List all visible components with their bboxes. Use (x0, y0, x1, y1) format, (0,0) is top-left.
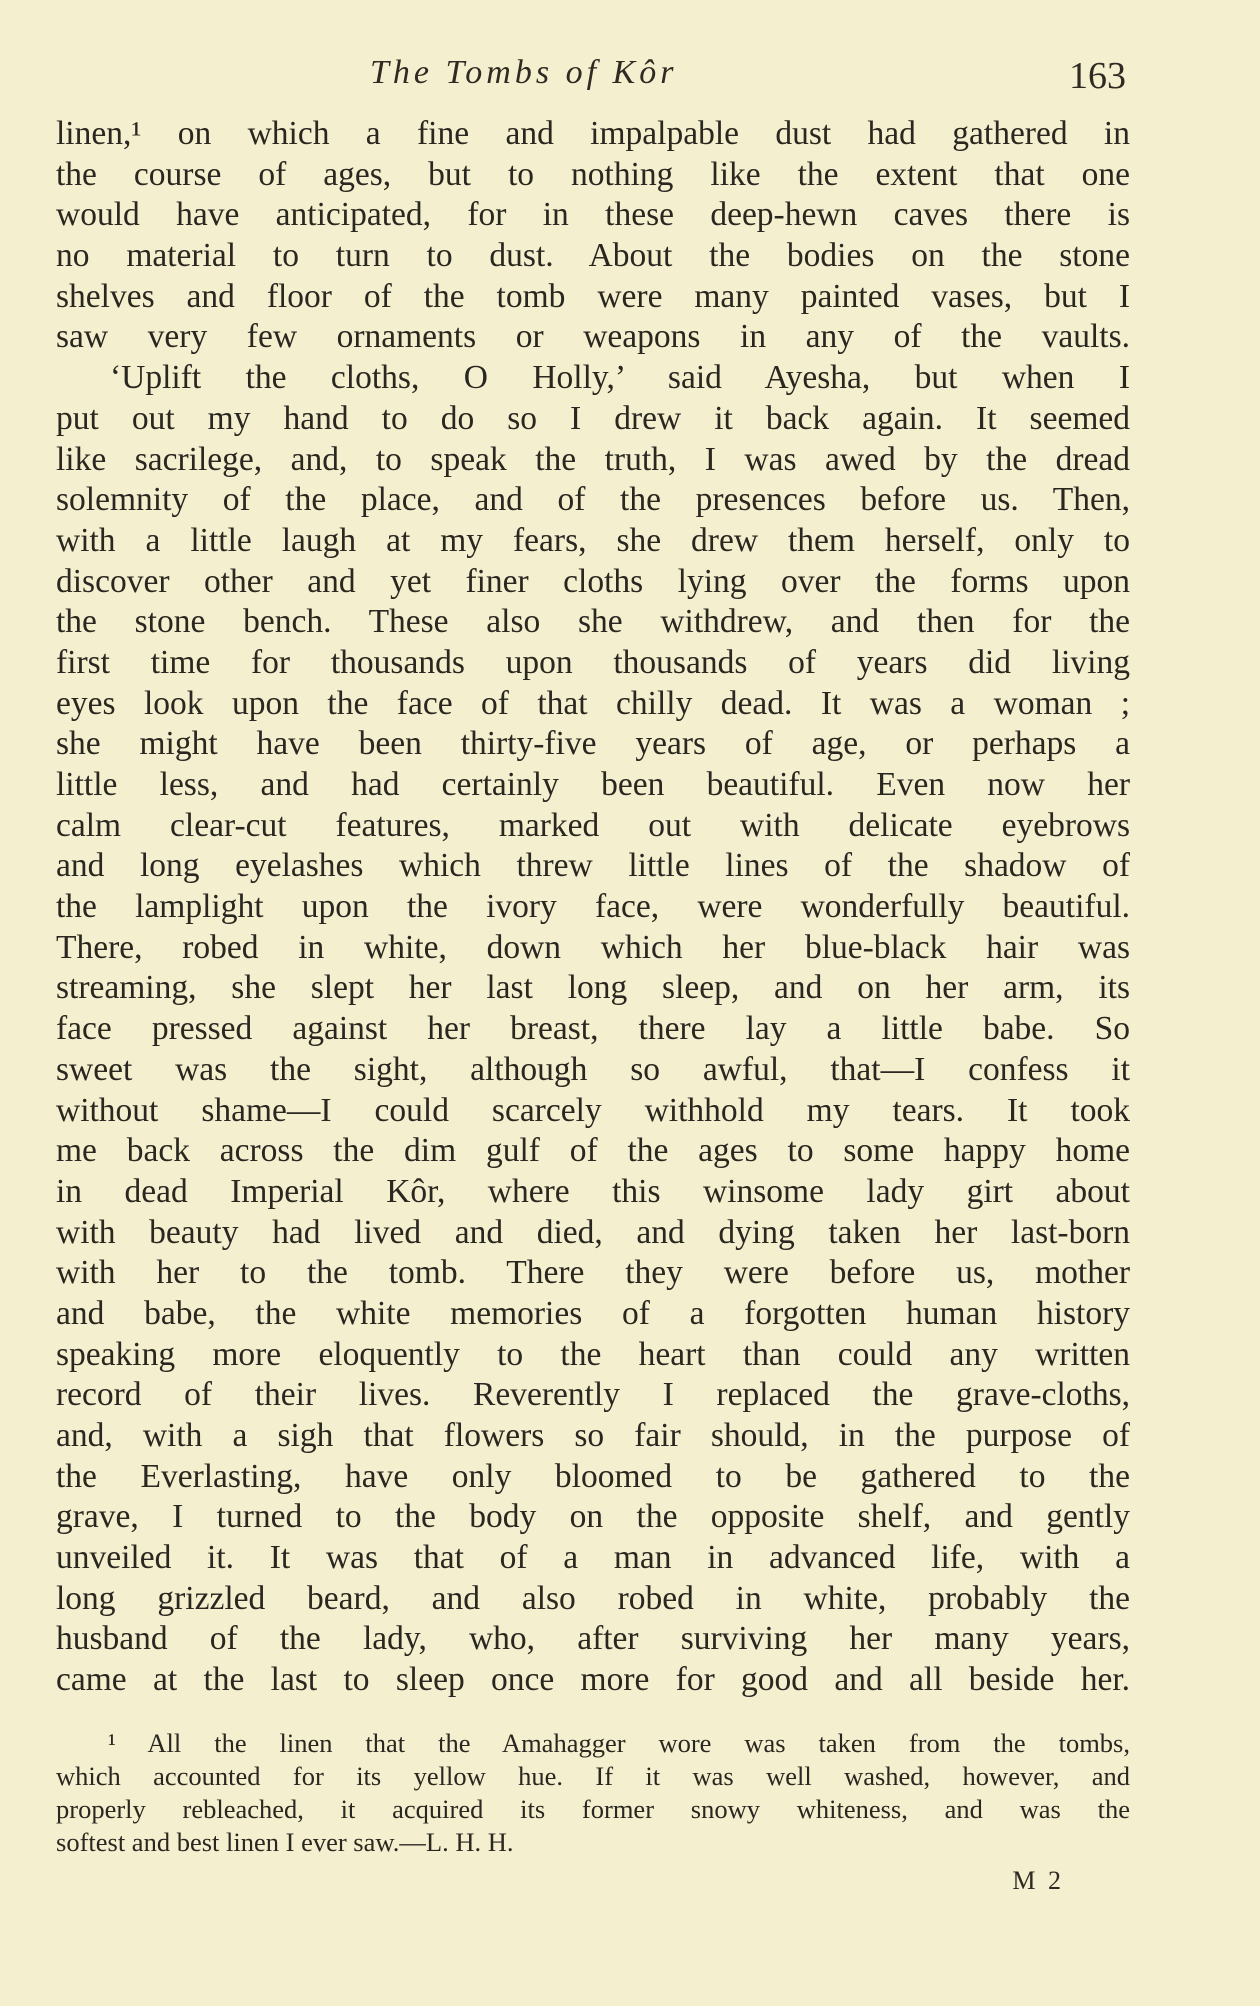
footnote-line: softest and best linen I ever saw.—L. H. H. (56, 1827, 514, 1857)
text-line: sweet was the sight, although so awful, that—I confess it (56, 1050, 1130, 1088)
running-head (56, 54, 1126, 104)
text-line: the Everlasting, have only bloomed to be gathered to the (56, 1457, 1130, 1495)
text-line: like sacrilege, and, to speak the truth, I was awed by the dread (56, 440, 1130, 478)
text-line: me back across the dim gulf of the ages to some happy home (56, 1132, 1130, 1170)
body-text (56, 114, 1130, 1701)
text-line: with beauty had lived and died, and dying taken her last-born (56, 1213, 1130, 1251)
text-line: face pressed against her breast, there lay a little babe. So (56, 1010, 1130, 1048)
text-line: linen,¹ on which a fine and impalpable dust had gathered in (56, 115, 1130, 152)
text-line: speaking more eloquently to the heart than could any written (56, 1335, 1130, 1373)
text-line: the stone bench. These also she withdrew, and then for the (56, 603, 1130, 641)
text-line: husband of the lady, who, after surviving her many years, (56, 1620, 1130, 1658)
text-line: solemnity of the place, and of the presences before us. Then, (56, 481, 1130, 519)
text-line: and babe, the white memories of a forgotten human history (56, 1294, 1130, 1332)
footnote (56, 1727, 1130, 1859)
text-line: grave, I turned to the body on the opposite shelf, and gently (56, 1498, 1130, 1536)
page-number: 163 (1069, 55, 1126, 97)
text-line: saw very few ornaments or weapons in any of the vaults. (56, 318, 1130, 356)
signature-mark: M 2 (1012, 1866, 1064, 1895)
text-line: the lamplight upon the ivory face, were wonderfully beautiful. (56, 888, 1130, 926)
text-line: record of their lives. Reverently I replaced the grave-cloths, (56, 1376, 1130, 1414)
text-line: shelves and floor of the tomb were many painted vases, but I (56, 277, 1130, 315)
text-line: and long eyelashes which threw little lines of the shadow of (56, 847, 1130, 885)
text-line: There, robed in white, down which her blue-black hair was (56, 928, 1130, 966)
running-title: The Tombs of Kôr (370, 54, 678, 91)
text-line: long grizzled beard, and also robed in white, probably the (56, 1579, 1130, 1617)
text-line: calm clear-cut features, marked out with delicate eyebrows (56, 806, 1130, 844)
text-line: the course of ages, but to nothing like the extent that one (56, 155, 1130, 193)
text-line: she might have been thirty-five years of age, or perhaps a (56, 725, 1130, 763)
paragraph-start-line: ‘Uplift the cloths, O Holly,’ said Ayesha, but when I (110, 359, 1130, 397)
text-line: streaming, she slept her last long sleep, and on her arm, its (56, 969, 1130, 1007)
footnote-line: properly rebleached, it acquired its former snowy whiteness, and was the (56, 1794, 1130, 1824)
text-line: put out my hand to do so I drew it back again. It seemed (56, 399, 1130, 437)
text-line: came at the last to sleep once more for good and all beside her. (56, 1661, 1130, 1699)
text-line: no material to turn to dust. About the bodies on the stone (56, 237, 1130, 275)
text-line: with a little laugh at my fears, she drew them herself, only to (56, 521, 1130, 559)
text-line: eyes look upon the face of that chilly dead. It was a woman ; (56, 684, 1130, 722)
text-line: unveiled it. It was that of a man in advanced life, with a (56, 1539, 1130, 1577)
text-line: discover other and yet finer cloths lying over the forms upon (56, 562, 1130, 600)
footnote-line: which accounted for its yellow hue. If it was well washed, however, and (56, 1761, 1130, 1791)
text-line: first time for thousands upon thousands of years did living (56, 643, 1130, 681)
footnote-line: ¹ All the linen that the Amahagger wore was taken from the tombs, (108, 1728, 1130, 1758)
text-line: in dead Imperial Kôr, where this winsome lady girt about (56, 1172, 1130, 1210)
text-line: and, with a sigh that flowers so fair should, in the purpose of (56, 1417, 1130, 1454)
text-line: with her to the tomb. There they were before us, mother (56, 1254, 1130, 1292)
text-line: would have anticipated, for in these deep-hewn caves there is (56, 196, 1130, 234)
text-line: without shame—I could scarcely withhold my tears. It took (56, 1091, 1130, 1129)
text-line: little less, and had certainly been beautiful. Even now her (56, 766, 1130, 803)
